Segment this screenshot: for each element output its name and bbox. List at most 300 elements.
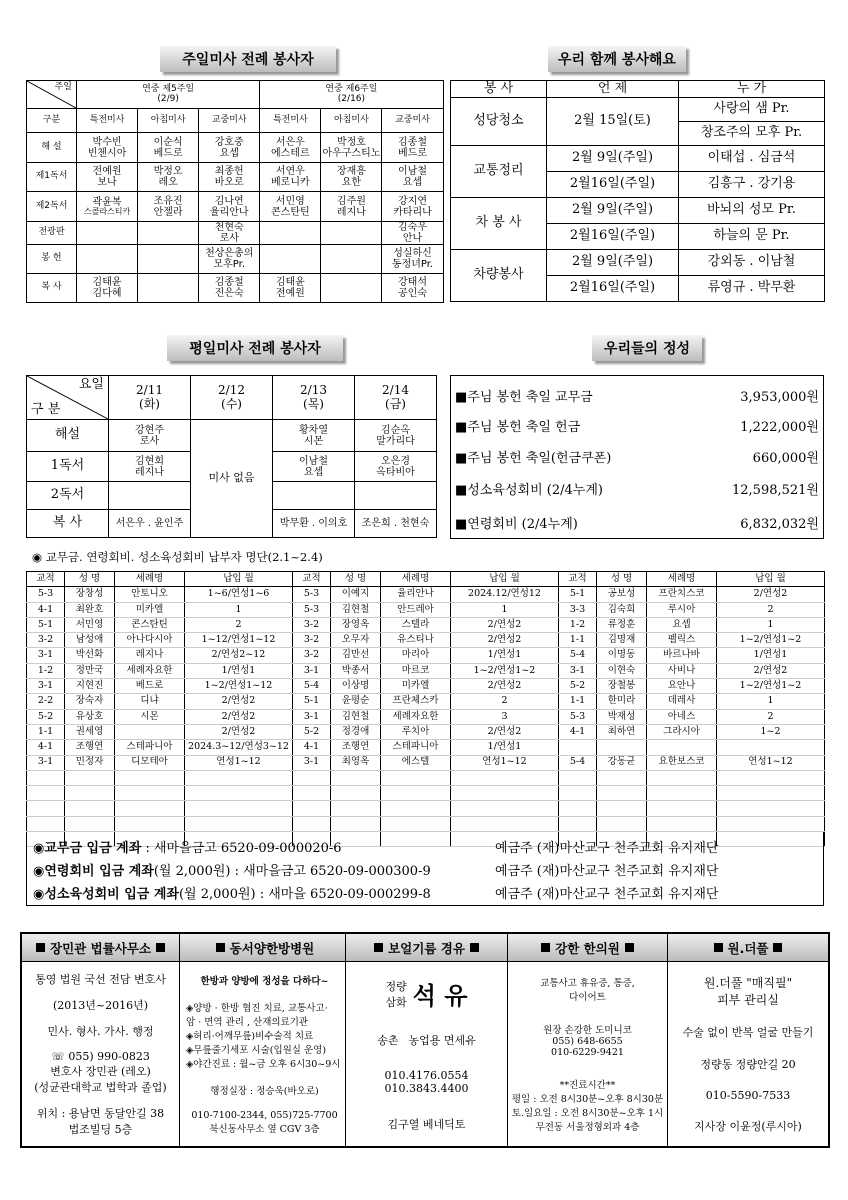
volunteer-cell (321, 222, 382, 245)
cell: 서은우 . 윤인주 (109, 510, 191, 538)
payer-cell (717, 816, 825, 831)
weekday-title: 평일미사 전례 봉사자 (167, 335, 343, 361)
payer-header: 세례명 (381, 572, 451, 587)
payer-cell: 3-1 (293, 709, 331, 724)
payer-cell: 김현철 (331, 709, 381, 724)
payer-cell (381, 786, 451, 801)
payer-cell: 4-1 (559, 724, 597, 739)
payer-cell: 2 (185, 617, 293, 632)
payer-header: 성 명 (597, 572, 647, 587)
table-row (27, 709, 825, 724)
role-label: 전광판 (27, 222, 77, 245)
payer-cell: 3-1 (293, 755, 331, 770)
payer-cell: 2024.12/연성12 (451, 587, 559, 602)
payer-cell: 장철봉 (597, 679, 647, 694)
payer-cell (293, 816, 331, 831)
payer-cell (647, 801, 717, 816)
service-who: 강외동 . 이남철 (679, 250, 825, 276)
payer-cell: 1-2 (559, 617, 597, 632)
service-name: 차량봉사 (451, 250, 547, 302)
payer-cell: 2/연성2 (185, 694, 293, 709)
account-holder: 예금주 (재)마산교구 천주교회 유지재단 (495, 887, 719, 902)
payer-cell (647, 740, 717, 755)
volunteer-cell: 김종철 진은숙 (199, 274, 260, 303)
payer-cell: 1 (717, 617, 825, 632)
payer-cell: 2/연성2 (185, 724, 293, 739)
payer-cell: 1/연성1 (451, 648, 559, 663)
offering-title: 우리들의 정성 (592, 335, 702, 361)
sunday-title: 주일미사 전례 봉사자 (160, 46, 336, 72)
volunteer-cell (138, 222, 199, 245)
week1-header: 연중 제5주일 (2/9) (77, 81, 260, 109)
role-label: 제1독서 (27, 163, 77, 192)
payer-cell: 1~2/연성1~2 (451, 663, 559, 678)
mass-header: 특전미사 (260, 109, 321, 133)
payer-cell (381, 770, 451, 785)
table-row (27, 587, 825, 602)
payer-cell (115, 724, 185, 739)
payer-cell (451, 770, 559, 785)
payer-cell: 데레사 (647, 694, 717, 709)
sunday-table (26, 80, 444, 303)
payer-cell (559, 740, 597, 755)
payer-cell: 장숙자 (65, 694, 115, 709)
payer-cell: 스테파니아 (115, 740, 185, 755)
payer-cell: 스텔라 (381, 617, 451, 632)
payer-cell: 시몬 (115, 709, 185, 724)
volunteer-cell: 서은우 에스테르 (260, 133, 321, 163)
payer-cell: 1-2 (27, 663, 65, 678)
role-label: 봉 헌 (27, 245, 77, 274)
volunteer-cell (77, 245, 138, 274)
payer-cell (115, 770, 185, 785)
cell: 강현주 로사 (109, 420, 191, 452)
payers-title: ◉ 교무금. 연령회비. 성소육성회비 납부자 명단(2.1~2.4) (32, 550, 323, 564)
payer-cell: 율리안나 (381, 587, 451, 602)
week2-header: 연중 제6주일 (2/16) (260, 81, 443, 109)
payer-cell (27, 801, 65, 816)
table-row (27, 770, 825, 785)
payer-cell: 미카엘 (115, 602, 185, 617)
payer-cell (647, 770, 717, 785)
payer-cell: 3-2 (27, 633, 65, 648)
payer-cell: 이명동 (597, 648, 647, 663)
payer-cell: 5-2 (559, 679, 597, 694)
hdr-who: 누 가 (679, 81, 825, 98)
day-header: 2/13 (목) (273, 376, 355, 420)
payer-cell: 스테파니아 (381, 740, 451, 755)
payer-cell: 박선화 (65, 648, 115, 663)
ad-hospital: 동서양한방병원 한방과 양방에 정성을 다하다~ ◈양방 · 한방 협진 치료, 교통사고· 암 · 면역 관리 , 산재의료기관 ◈허리·어깨무릎)비수술적 치료 ◈무릎줄기세포 시술(입원실 운영) ◈야간진료 : 월~금 오후 6시30~9시 행정실장 : 정승욱(바오로) 010-7100-2344, 055)725-7700 북신동사무소 옆 CGV 3층 (180, 934, 346, 1146)
payer-cell (331, 816, 381, 831)
payer-cell: 오무자 (331, 633, 381, 648)
account-line: ◉교무금 입금 계좌 : 새마을금고 6520-09-000020-6 (33, 841, 342, 856)
cell: 김순옥 말가리다 (355, 420, 437, 452)
cell: 김현희 레지나 (109, 452, 191, 482)
payer-cell: 정경애 (331, 724, 381, 739)
row-label: 1독서 (27, 452, 109, 482)
table-row (27, 602, 825, 617)
payer-cell: 5-3 (293, 587, 331, 602)
volunteer-cell (138, 274, 199, 303)
volunteer-cell: 조유진 안젤라 (138, 192, 199, 222)
offering-item: ■성소육성회비 (2/4누계) 12,598,521원 (455, 483, 819, 498)
payer-cell (331, 801, 381, 816)
service-date: 2월16일(주일) (547, 276, 679, 302)
service-date: 2월 9일(주일) (547, 146, 679, 172)
payer-cell (331, 770, 381, 785)
payer-cell: 아나다시아 (115, 633, 185, 648)
payer-cell: 3-2 (293, 648, 331, 663)
day-header: 2/12 (수) (191, 376, 273, 420)
payer-cell: 4-1 (27, 740, 65, 755)
payer-header: 납입 월 (185, 572, 293, 587)
payer-cell: 디냐 (115, 694, 185, 709)
payer-header: 교적 (27, 572, 65, 587)
cell: 황차열 시몬 (273, 420, 355, 452)
payer-header: 납입 월 (717, 572, 825, 587)
payer-cell (559, 786, 597, 801)
payer-cell (185, 786, 293, 801)
payer-cell: 2/연성2 (451, 617, 559, 632)
volunteer-cell (77, 222, 138, 245)
payer-cell: 5-2 (293, 724, 331, 739)
weekday-corner: 요일 구 분 (27, 376, 109, 420)
payer-cell: 5-1 (559, 587, 597, 602)
payer-cell: 연성1~12 (717, 755, 825, 770)
payer-cell: 김명재 (597, 633, 647, 648)
volunteer-cell: 강태석 공인숙 (382, 274, 443, 303)
day-header: 2/11 (화) (109, 376, 191, 420)
payer-cell: 2/연성2 (185, 709, 293, 724)
volunteer-cell: 김주원 레지나 (321, 192, 382, 222)
row-label: 2독서 (27, 482, 109, 510)
cell (109, 482, 191, 510)
payer-cell: 유스티나 (381, 633, 451, 648)
payer-cell: 에스텔 (381, 755, 451, 770)
payer-cell: 강동균 (597, 755, 647, 770)
payer-cell: 연성1~12 (185, 755, 293, 770)
ad-law: 장민관 법률사무소 통영 법원 국선 전담 변호사 (2013년~2016년) 민사. 형사. 가사. 행정 ☏ 055) 990-0823 변호사 장민관 (레오) (성균관대학교 법학과 졸업) 위치 : 용남면 동달안길 38 법조빌딩 5층 (22, 934, 180, 1146)
payer-cell (65, 786, 115, 801)
service-date: 2월 9일(주일) (547, 250, 679, 276)
payer-cell: 윤평순 (331, 694, 381, 709)
payer-cell: 조행연 (65, 740, 115, 755)
mass-header: 교중미사 (382, 109, 443, 133)
payer-cell (27, 770, 65, 785)
service-name: 차 봉 사 (451, 198, 547, 250)
payer-cell: 안토니오 (115, 587, 185, 602)
payer-cell: 루시아 (647, 602, 717, 617)
payer-cell: 2024.3~12/연성3~12 (185, 740, 293, 755)
sunday-corner: 주일 (27, 81, 77, 109)
payer-cell: 1~12/연성1~12 (185, 633, 293, 648)
payer-cell: 1-1 (27, 724, 65, 739)
payers-table (26, 571, 825, 847)
payer-cell: 민정자 (65, 755, 115, 770)
hdr-when: 언 제 (547, 81, 679, 98)
payer-cell: 레지나 (115, 648, 185, 663)
payer-cell (381, 801, 451, 816)
payer-header: 성 명 (331, 572, 381, 587)
weekday-table (26, 375, 437, 538)
ads-bar (20, 932, 830, 1148)
payer-cell: 5-2 (27, 709, 65, 724)
payer-cell: 김만선 (331, 648, 381, 663)
payer-cell (65, 770, 115, 785)
payer-cell (27, 786, 65, 801)
payer-cell: 1/연성1 (451, 740, 559, 755)
role-label: 제2독서 (27, 192, 77, 222)
payer-cell: 서민영 (65, 617, 115, 632)
day-header: 2/14 (금) (355, 376, 437, 420)
payer-cell: 이상명 (331, 679, 381, 694)
volunteer-cell: 이남철 요셉 (382, 163, 443, 192)
payer-cell: 류정훈 (597, 617, 647, 632)
service-name: 교통정리 (451, 146, 547, 198)
volunteer-cell: 김종철 베드로 (382, 133, 443, 163)
payer-cell: 프란치스코 (647, 587, 717, 602)
payer-cell: 2/연성2 (451, 724, 559, 739)
mass-header: 교중미사 (199, 109, 260, 133)
payer-cell: 2/연성2 (717, 587, 825, 602)
mass-header: 아침미사 (321, 109, 382, 133)
payer-cell: 세례자요한 (381, 709, 451, 724)
payer-cell (717, 786, 825, 801)
payer-cell (451, 786, 559, 801)
payer-cell: 3-1 (27, 755, 65, 770)
table-row (27, 740, 825, 755)
payer-cell: 1/연성1 (185, 663, 293, 678)
payer-cell (115, 816, 185, 831)
payer-cell: 3 (451, 709, 559, 724)
payer-cell: 2/연성2 (451, 633, 559, 648)
service-who: 김흥구 . 강기용 (679, 172, 825, 198)
offering-box (450, 375, 824, 539)
payer-cell (717, 740, 825, 755)
payer-cell (115, 786, 185, 801)
table-row (27, 724, 825, 739)
payer-cell (451, 801, 559, 816)
payer-cell: 사비나 (647, 663, 717, 678)
volunteer-cell: 박정오 레오 (138, 163, 199, 192)
payer-cell: 3-1 (559, 663, 597, 678)
payer-cell: 5-1 (27, 617, 65, 632)
payer-header: 교적 (293, 572, 331, 587)
cell (355, 482, 437, 510)
payer-cell: 루치아 (381, 724, 451, 739)
payer-cell: 4-1 (293, 740, 331, 755)
mass-header: 특전미사 (77, 109, 138, 133)
payer-cell: 1~2/연성1~2 (717, 679, 825, 694)
payer-cell (597, 816, 647, 831)
payer-cell (65, 816, 115, 831)
offering-item: ■주님 봉헌 축일 교무금 3,953,000원 (455, 390, 819, 405)
volunteer-cell: 곽윤복 스콜라스티카 (77, 192, 138, 222)
table-row (27, 755, 825, 770)
table-row (27, 648, 825, 663)
payer-cell (597, 786, 647, 801)
payer-cell: 연성1~12 (451, 755, 559, 770)
payer-cell: 3-2 (293, 617, 331, 632)
payer-header: 성 명 (65, 572, 115, 587)
cell: 박무환 . 이의호 (273, 510, 355, 538)
payer-cell: 박종서 (331, 663, 381, 678)
payer-cell (451, 816, 559, 831)
payer-cell: 5-3 (293, 602, 331, 617)
payer-cell: 이현숙 (597, 663, 647, 678)
role-label: 복 사 (27, 274, 77, 303)
payer-header: 세례명 (647, 572, 717, 587)
payer-cell (597, 801, 647, 816)
table-row (27, 617, 825, 632)
offering-item: ■주님 봉헌 축일 헌금 1,222,000원 (455, 420, 819, 435)
payer-cell (293, 770, 331, 785)
payer-cell: 안드레아 (381, 602, 451, 617)
accounts (26, 832, 824, 906)
payer-cell: 김숙희 (597, 602, 647, 617)
payer-cell: 마르코 (381, 663, 451, 678)
payer-cell (717, 801, 825, 816)
payer-cell: 2 (717, 602, 825, 617)
payer-cell: 2/연성2 (451, 679, 559, 694)
volunteer-cell: 최종헌 바오로 (199, 163, 260, 192)
payer-cell: 1~2 (717, 724, 825, 739)
payer-cell: 펠릭스 (647, 633, 717, 648)
service-who: 류영규 . 박무환 (679, 276, 825, 302)
service-date: 2월 15일(토) (547, 98, 679, 146)
offering-item: ■연령회비 (2/4누계) 6,832,032원 (455, 517, 819, 532)
volunteer-cell: 서연우 베로니카 (260, 163, 321, 192)
payer-cell (597, 740, 647, 755)
payer-cell (27, 816, 65, 831)
payer-cell: 1~2/연성1~2 (717, 633, 825, 648)
payer-cell: 세례자요한 (115, 663, 185, 678)
ad-fuel: 보얼기름 경유 정량 삼화 석 유 송촌 농업용 면세유 010.4176.0554 010.3843.4400 김구열 베네딕토 (346, 934, 508, 1146)
payer-cell: 지현진 (65, 679, 115, 694)
account-line: ◉연령회비 입금 계좌(월 2,000원) : 새마을금고 6520-09-000300-9 (33, 864, 431, 879)
payer-cell: 프란체스카 (381, 694, 451, 709)
ad-skin: 원.더풀 원.더풀 "매직필" 피부 관리실 수술 없이 반복 얼굴 만들기 정량동 정량안길 20 010-5590-7533 지사장 이윤정(루시아) (668, 934, 828, 1146)
payer-cell (185, 801, 293, 816)
role-label: 해 설 (27, 133, 77, 163)
volunteer-cell: 성실하신 동정녀Pr. (382, 245, 443, 274)
table-row (27, 816, 825, 831)
service-who: 이태섭 . 심금석 (679, 146, 825, 172)
row-label: 해설 (27, 420, 109, 452)
account-line: ◉성소육성회비 입금 계좌(월 2,000원) : 새마을 6520-09-000299-8 (33, 887, 431, 902)
payer-cell: 최영옥 (331, 755, 381, 770)
offering-item: ■주님 봉헌 축일(헌금쿠폰) 660,000원 (455, 451, 819, 466)
row-label: 복 사 (27, 510, 109, 538)
payer-cell (647, 816, 717, 831)
payer-cell: 3-3 (559, 602, 597, 617)
payer-cell: 1-1 (559, 694, 597, 709)
payer-cell: 요안나 (647, 679, 717, 694)
service-who: 하늘의 문 Pr. (679, 224, 825, 250)
account-holder: 예금주 (재)마산교구 천주교회 유지재단 (495, 864, 719, 879)
payer-cell: 1~2/연성1~12 (185, 679, 293, 694)
payer-cell: 1-1 (559, 633, 597, 648)
payer-cell (559, 801, 597, 816)
table-row (27, 663, 825, 678)
payer-cell: 2-2 (27, 694, 65, 709)
payer-cell (331, 786, 381, 801)
cell: 오은경 옥타비아 (355, 452, 437, 482)
payer-cell: 베드로 (115, 679, 185, 694)
payer-cell: 5-4 (559, 755, 597, 770)
payer-cell: 1 (185, 602, 293, 617)
payer-cell: 5-3 (27, 587, 65, 602)
volunteer-cell (138, 245, 199, 274)
payer-cell: 공보성 (597, 587, 647, 602)
payer-cell: 그라시아 (647, 724, 717, 739)
service-name: 성당청소 (451, 98, 547, 146)
volunteer-cell: 박수빈 빈첸시아 (77, 133, 138, 163)
payer-cell: 미카엘 (381, 679, 451, 694)
payer-cell: 2 (451, 694, 559, 709)
payer-cell: 1 (451, 602, 559, 617)
payer-cell: 이예지 (331, 587, 381, 602)
payer-cell: 5-3 (559, 709, 597, 724)
volunteer-cell (260, 222, 321, 245)
payer-cell: 1 (717, 694, 825, 709)
payer-header: 교적 (559, 572, 597, 587)
no-mass: 미사 없음 (191, 420, 273, 538)
payer-cell: 장창성 (65, 587, 115, 602)
payer-cell (597, 770, 647, 785)
table-row (27, 786, 825, 801)
volunteer-cell: 김나연 율리안나 (199, 192, 260, 222)
payer-cell: 1/연성1 (717, 648, 825, 663)
volunteer-cell: 김태윤 김다혜 (77, 274, 138, 303)
payer-cell: 마리아 (381, 648, 451, 663)
volunteer-cell (260, 245, 321, 274)
payer-header: 납입 월 (451, 572, 559, 587)
payer-cell: 아네스 (647, 709, 717, 724)
service-who: 창조주의 모후 Pr. (679, 122, 825, 146)
payer-cell: 장영옥 (331, 617, 381, 632)
payer-cell: 5-4 (293, 679, 331, 694)
payer-cell (559, 770, 597, 785)
volunteer-cell (321, 274, 382, 303)
payer-cell: 김현철 (331, 602, 381, 617)
payer-cell: 3-2 (293, 633, 331, 648)
together-title: 우리 함께 봉사해요 (548, 46, 686, 72)
payer-cell (717, 770, 825, 785)
volunteer-cell: 강호중 요셉 (199, 133, 260, 163)
payer-cell: 권세영 (65, 724, 115, 739)
payer-cell (185, 816, 293, 831)
volunteer-cell: 김숙우 안나 (382, 222, 443, 245)
cell: 이남철 요셉 (273, 452, 355, 482)
cell: 조은희 . 천현숙 (355, 510, 437, 538)
payer-cell: 바르나바 (647, 648, 717, 663)
payer-cell (647, 786, 717, 801)
volunteer-cell: 서민영 콘스탄틴 (260, 192, 321, 222)
table-row (27, 679, 825, 694)
payer-cell: 3-1 (27, 648, 65, 663)
payer-cell: 남성애 (65, 633, 115, 648)
payer-cell: 요셉 (647, 617, 717, 632)
payer-cell: 박재성 (597, 709, 647, 724)
service-date: 2월16일(주일) (547, 172, 679, 198)
payer-cell: 1~6/연성1~6 (185, 587, 293, 602)
payer-cell: 5-4 (559, 648, 597, 663)
cell (273, 482, 355, 510)
table-row (27, 801, 825, 816)
payer-cell: 4-1 (27, 602, 65, 617)
